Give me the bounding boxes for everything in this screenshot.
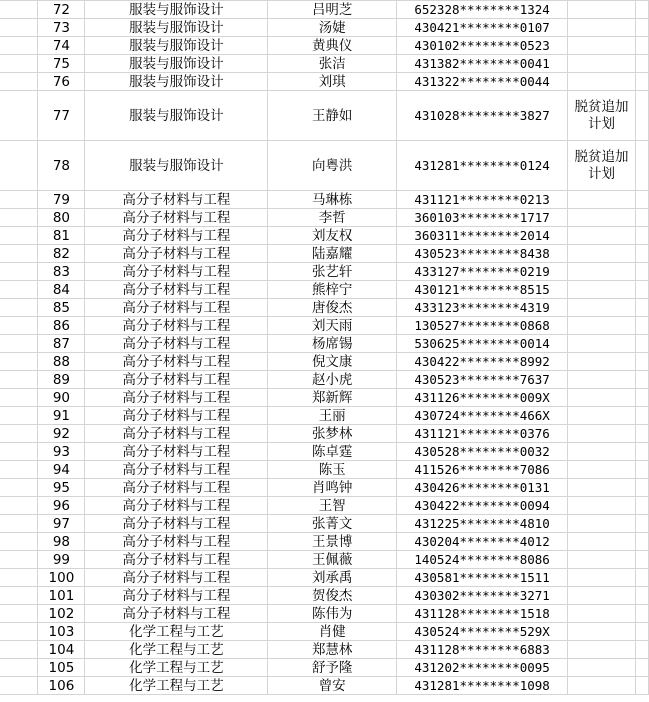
row-number-cell[interactable]: 99: [38, 551, 85, 569]
row-number-cell[interactable]: 74: [38, 37, 85, 55]
note-cell[interactable]: [568, 281, 636, 299]
id-number-cell[interactable]: 431202********0095: [397, 659, 568, 677]
row-number-cell[interactable]: 90: [38, 389, 85, 407]
row-number-cell[interactable]: 88: [38, 353, 85, 371]
row-number-cell[interactable]: 86: [38, 317, 85, 335]
student-name-cell[interactable]: 王景博: [268, 533, 397, 551]
table-row: [0, 245, 649, 263]
note-cell[interactable]: [568, 569, 636, 587]
table-row: [0, 605, 649, 623]
empty-cell[interactable]: [635, 19, 648, 37]
row-header-cell[interactable]: [0, 461, 38, 479]
table-row: [0, 317, 649, 335]
note-cell[interactable]: [568, 515, 636, 533]
table-row: [0, 425, 649, 443]
student-name-cell[interactable]: 贺俊杰: [268, 587, 397, 605]
student-name-cell[interactable]: 肖鸣钟: [268, 479, 397, 497]
id-number-cell[interactable]: 431128********1518: [397, 605, 568, 623]
id-number-cell[interactable]: 652328********1324: [397, 1, 568, 19]
note-cell[interactable]: [568, 263, 636, 281]
note-cell[interactable]: [568, 497, 636, 515]
note-cell[interactable]: [568, 19, 636, 37]
empty-cell[interactable]: [635, 335, 648, 353]
row-header-cell[interactable]: [0, 587, 38, 605]
empty-cell[interactable]: [635, 677, 648, 695]
row-header-cell[interactable]: [0, 91, 38, 141]
note-cell[interactable]: [568, 659, 636, 677]
table-row: [0, 443, 649, 461]
student-name-cell[interactable]: 马琳栋: [268, 191, 397, 209]
table-row: [0, 141, 649, 191]
empty-cell[interactable]: [635, 263, 648, 281]
empty-cell[interactable]: [635, 515, 648, 533]
table-row: [0, 479, 649, 497]
student-name-cell[interactable]: 刘承禹: [268, 569, 397, 587]
id-number-cell[interactable]: 430426********0131: [397, 479, 568, 497]
id-number-cell[interactable]: 431121********0213: [397, 191, 568, 209]
student-name-cell[interactable]: 汤婕: [268, 19, 397, 37]
major-cell[interactable]: 高分子材料与工程: [85, 533, 268, 551]
student-name-cell[interactable]: 王智: [268, 497, 397, 515]
row-header-cell[interactable]: [0, 209, 38, 227]
student-name-cell[interactable]: 刘友权: [268, 227, 397, 245]
student-name-cell[interactable]: 陈卓霆: [268, 443, 397, 461]
major-cell[interactable]: 高分子材料与工程: [85, 191, 268, 209]
note-cell[interactable]: 脱贫追加计划: [568, 91, 636, 141]
student-name-cell[interactable]: 舒予隆: [268, 659, 397, 677]
table-row: [0, 37, 649, 55]
empty-cell[interactable]: [635, 245, 648, 263]
empty-cell[interactable]: [635, 623, 648, 641]
note-cell[interactable]: 脱贫追加计划: [568, 141, 636, 191]
table-row: [0, 551, 649, 569]
row-number-cell[interactable]: 95: [38, 479, 85, 497]
id-number-cell[interactable]: 430724********466X: [397, 407, 568, 425]
row-header-cell[interactable]: [0, 317, 38, 335]
major-cell[interactable]: 高分子材料与工程: [85, 497, 268, 515]
major-cell[interactable]: 高分子材料与工程: [85, 479, 268, 497]
id-number-cell[interactable]: 530625********0014: [397, 335, 568, 353]
empty-cell[interactable]: [635, 37, 648, 55]
row-number-cell[interactable]: 79: [38, 191, 85, 209]
row-header-cell[interactable]: [0, 263, 38, 281]
row-number-cell[interactable]: 101: [38, 587, 85, 605]
id-number-cell[interactable]: 431322********0044: [397, 73, 568, 91]
note-cell[interactable]: [568, 389, 636, 407]
row-header-cell[interactable]: [0, 371, 38, 389]
note-cell[interactable]: [568, 191, 636, 209]
student-name-cell[interactable]: 陈玉: [268, 461, 397, 479]
major-cell[interactable]: 服装与服饰设计: [85, 1, 268, 19]
major-cell[interactable]: 高分子材料与工程: [85, 569, 268, 587]
student-name-cell[interactable]: 张菁文: [268, 515, 397, 533]
id-number-cell[interactable]: 430581********1511: [397, 569, 568, 587]
table-row: [0, 263, 649, 281]
table-row: [0, 533, 649, 551]
row-number-cell[interactable]: 87: [38, 335, 85, 353]
empty-cell[interactable]: [635, 227, 648, 245]
empty-cell[interactable]: [635, 141, 648, 191]
student-name-cell[interactable]: 赵小虎: [268, 371, 397, 389]
note-cell[interactable]: [568, 587, 636, 605]
row-header-cell[interactable]: [0, 55, 38, 73]
note-cell[interactable]: [568, 209, 636, 227]
note-cell[interactable]: [568, 443, 636, 461]
table-body: [0, 1, 649, 695]
note-cell[interactable]: [568, 1, 636, 19]
student-name-cell[interactable]: 张洁: [268, 55, 397, 73]
major-cell[interactable]: 高分子材料与工程: [85, 209, 268, 227]
student-name-cell[interactable]: 张梦林: [268, 425, 397, 443]
empty-cell[interactable]: [635, 407, 648, 425]
row-number-cell[interactable]: 85: [38, 299, 85, 317]
row-number-cell[interactable]: 93: [38, 443, 85, 461]
major-cell[interactable]: 高分子材料与工程: [85, 551, 268, 569]
major-cell[interactable]: 高分子材料与工程: [85, 587, 268, 605]
note-cell[interactable]: [568, 533, 636, 551]
table-row: [0, 19, 649, 37]
major-cell[interactable]: 高分子材料与工程: [85, 263, 268, 281]
row-number-cell[interactable]: 82: [38, 245, 85, 263]
row-number-cell[interactable]: 91: [38, 407, 85, 425]
row-number-cell[interactable]: 72: [38, 1, 85, 19]
major-cell[interactable]: 服装与服饰设计: [85, 91, 268, 141]
id-number-cell[interactable]: 360103********1717: [397, 209, 568, 227]
row-header-cell[interactable]: [0, 299, 38, 317]
id-number-cell[interactable]: 433123********4319: [397, 299, 568, 317]
student-name-cell[interactable]: 曾安: [268, 677, 397, 695]
id-number-cell[interactable]: 431121********0376: [397, 425, 568, 443]
table-row: [0, 55, 649, 73]
student-name-cell[interactable]: 向粤洪: [268, 141, 397, 191]
id-number-cell[interactable]: 430421********0107: [397, 19, 568, 37]
row-number-cell[interactable]: 100: [38, 569, 85, 587]
table-row: [0, 461, 649, 479]
student-name-cell[interactable]: 刘琪: [268, 73, 397, 91]
row-number-cell[interactable]: 96: [38, 497, 85, 515]
row-number-cell[interactable]: 103: [38, 623, 85, 641]
id-number-cell[interactable]: 431128********6883: [397, 641, 568, 659]
row-number-cell[interactable]: 76: [38, 73, 85, 91]
id-number-cell[interactable]: 430524********529X: [397, 623, 568, 641]
table-row: [0, 623, 649, 641]
note-cell[interactable]: [568, 317, 636, 335]
row-header-cell[interactable]: [0, 335, 38, 353]
student-name-cell[interactable]: 郑新辉: [268, 389, 397, 407]
empty-cell[interactable]: [635, 605, 648, 623]
student-name-cell[interactable]: 吕明芝: [268, 1, 397, 19]
student-name-cell[interactable]: 肖健: [268, 623, 397, 641]
major-cell[interactable]: 高分子材料与工程: [85, 317, 268, 335]
table-row: [0, 641, 649, 659]
note-cell[interactable]: [568, 227, 636, 245]
id-number-cell[interactable]: 430121********8515: [397, 281, 568, 299]
row-number-cell[interactable]: 78: [38, 141, 85, 191]
empty-cell[interactable]: [635, 479, 648, 497]
empty-cell[interactable]: [635, 209, 648, 227]
id-number-cell[interactable]: 430302********3271: [397, 587, 568, 605]
row-number-cell[interactable]: 83: [38, 263, 85, 281]
note-cell[interactable]: [568, 623, 636, 641]
table-row: [0, 587, 649, 605]
empty-cell[interactable]: [635, 497, 648, 515]
note-cell[interactable]: [568, 407, 636, 425]
id-number-cell[interactable]: 430422********0094: [397, 497, 568, 515]
major-cell[interactable]: 化学工程与工艺: [85, 641, 268, 659]
empty-cell[interactable]: [635, 73, 648, 91]
empty-cell[interactable]: [635, 281, 648, 299]
major-cell[interactable]: 高分子材料与工程: [85, 407, 268, 425]
row-number-cell[interactable]: 73: [38, 19, 85, 37]
major-cell[interactable]: 化学工程与工艺: [85, 659, 268, 677]
table-row: [0, 353, 649, 371]
note-cell[interactable]: [568, 425, 636, 443]
student-name-cell[interactable]: 王静如: [268, 91, 397, 141]
table-row: [0, 281, 649, 299]
empty-cell[interactable]: [635, 299, 648, 317]
row-number-cell[interactable]: 80: [38, 209, 85, 227]
major-cell[interactable]: 服装与服饰设计: [85, 19, 268, 37]
student-name-cell[interactable]: 郑慧林: [268, 641, 397, 659]
table-row: [0, 1, 649, 19]
row-header-cell[interactable]: [0, 569, 38, 587]
major-cell[interactable]: 高分子材料与工程: [85, 425, 268, 443]
empty-cell[interactable]: [635, 425, 648, 443]
row-number-cell[interactable]: 94: [38, 461, 85, 479]
row-header-cell[interactable]: [0, 281, 38, 299]
row-header-cell[interactable]: [0, 245, 38, 263]
table-row: [0, 191, 649, 209]
row-header-cell[interactable]: [0, 73, 38, 91]
major-cell[interactable]: 高分子材料与工程: [85, 299, 268, 317]
table-row: [0, 335, 649, 353]
table-row: [0, 371, 649, 389]
empty-cell[interactable]: [635, 641, 648, 659]
row-header-cell[interactable]: [0, 37, 38, 55]
major-cell[interactable]: 服装与服饰设计: [85, 37, 268, 55]
note-cell[interactable]: [568, 73, 636, 91]
major-cell[interactable]: 高分子材料与工程: [85, 515, 268, 533]
id-number-cell[interactable]: 433127********0219: [397, 263, 568, 281]
student-name-cell[interactable]: 杨席锡: [268, 335, 397, 353]
note-cell[interactable]: [568, 335, 636, 353]
id-number-cell[interactable]: 360311********2014: [397, 227, 568, 245]
empty-cell[interactable]: [635, 587, 648, 605]
note-cell[interactable]: [568, 37, 636, 55]
note-cell[interactable]: [568, 353, 636, 371]
table-row: [0, 209, 649, 227]
major-cell[interactable]: 高分子材料与工程: [85, 281, 268, 299]
empty-cell[interactable]: [635, 551, 648, 569]
table-row: [0, 569, 649, 587]
major-cell[interactable]: 高分子材料与工程: [85, 245, 268, 263]
note-cell[interactable]: [568, 479, 636, 497]
student-name-cell[interactable]: 倪文康: [268, 353, 397, 371]
empty-cell[interactable]: [635, 191, 648, 209]
id-number-cell[interactable]: 431281********1098: [397, 677, 568, 695]
row-header-cell[interactable]: [0, 497, 38, 515]
student-name-cell[interactable]: 张艺轩: [268, 263, 397, 281]
row-header-cell[interactable]: [0, 515, 38, 533]
table-row: [0, 299, 649, 317]
id-number-cell[interactable]: 430528********0032: [397, 443, 568, 461]
table-row: [0, 407, 649, 425]
id-number-cell[interactable]: 431126********009X: [397, 389, 568, 407]
row-number-cell[interactable]: 106: [38, 677, 85, 695]
major-cell[interactable]: 高分子材料与工程: [85, 353, 268, 371]
row-header-cell[interactable]: [0, 659, 38, 677]
note-cell[interactable]: [568, 245, 636, 263]
empty-cell[interactable]: [635, 55, 648, 73]
note-cell[interactable]: [568, 371, 636, 389]
row-header-cell[interactable]: [0, 191, 38, 209]
empty-cell[interactable]: [635, 371, 648, 389]
major-cell[interactable]: 高分子材料与工程: [85, 389, 268, 407]
id-number-cell[interactable]: 430204********4012: [397, 533, 568, 551]
row-header-cell[interactable]: [0, 353, 38, 371]
student-name-cell[interactable]: 王丽: [268, 407, 397, 425]
major-cell[interactable]: 化学工程与工艺: [85, 677, 268, 695]
row-header-cell[interactable]: [0, 425, 38, 443]
table-row: [0, 497, 649, 515]
table-row: [0, 227, 649, 245]
major-cell[interactable]: 高分子材料与工程: [85, 443, 268, 461]
empty-cell[interactable]: [635, 353, 648, 371]
row-number-cell[interactable]: 84: [38, 281, 85, 299]
row-header-cell[interactable]: [0, 479, 38, 497]
row-number-cell[interactable]: 92: [38, 425, 85, 443]
row-number-cell[interactable]: 102: [38, 605, 85, 623]
empty-cell[interactable]: [635, 533, 648, 551]
row-header-cell[interactable]: [0, 623, 38, 641]
id-number-cell[interactable]: 430523********7637: [397, 371, 568, 389]
empty-cell[interactable]: [635, 389, 648, 407]
empty-cell[interactable]: [635, 569, 648, 587]
table-row: [0, 91, 649, 141]
major-cell[interactable]: 高分子材料与工程: [85, 461, 268, 479]
row-number-cell[interactable]: 89: [38, 371, 85, 389]
student-name-cell[interactable]: 陈伟为: [268, 605, 397, 623]
student-name-cell[interactable]: 李哲: [268, 209, 397, 227]
note-cell[interactable]: [568, 677, 636, 695]
id-number-cell[interactable]: 430422********8992: [397, 353, 568, 371]
note-cell[interactable]: [568, 55, 636, 73]
note-cell[interactable]: [568, 605, 636, 623]
row-header-cell[interactable]: [0, 407, 38, 425]
row-header-cell[interactable]: [0, 641, 38, 659]
student-name-cell[interactable]: 王佩薇: [268, 551, 397, 569]
table-row: [0, 659, 649, 677]
major-cell[interactable]: 服装与服饰设计: [85, 141, 268, 191]
row-number-cell[interactable]: 75: [38, 55, 85, 73]
major-cell[interactable]: 服装与服饰设计: [85, 55, 268, 73]
row-header-cell[interactable]: [0, 141, 38, 191]
id-number-cell[interactable]: 140524********8086: [397, 551, 568, 569]
table-row: [0, 515, 649, 533]
row-number-cell[interactable]: 81: [38, 227, 85, 245]
row-header-cell[interactable]: [0, 389, 38, 407]
student-name-cell[interactable]: 唐俊杰: [268, 299, 397, 317]
empty-cell[interactable]: [635, 461, 648, 479]
table-row: [0, 677, 649, 695]
id-number-cell[interactable]: 431225********4810: [397, 515, 568, 533]
major-cell[interactable]: 高分子材料与工程: [85, 605, 268, 623]
row-header-cell[interactable]: [0, 677, 38, 695]
row-header-cell[interactable]: [0, 443, 38, 461]
empty-cell[interactable]: [635, 443, 648, 461]
id-number-cell[interactable]: 411526********7086: [397, 461, 568, 479]
student-name-cell[interactable]: 熊梓宁: [268, 281, 397, 299]
empty-cell[interactable]: [635, 659, 648, 677]
row-header-cell[interactable]: [0, 1, 38, 19]
row-header-cell[interactable]: [0, 19, 38, 37]
note-cell[interactable]: [568, 299, 636, 317]
major-cell[interactable]: 高分子材料与工程: [85, 227, 268, 245]
note-cell[interactable]: [568, 641, 636, 659]
id-number-cell[interactable]: 130527********0868: [397, 317, 568, 335]
row-header-cell[interactable]: [0, 605, 38, 623]
id-number-cell[interactable]: 430523********8438: [397, 245, 568, 263]
empty-cell[interactable]: [635, 317, 648, 335]
row-number-cell[interactable]: 98: [38, 533, 85, 551]
major-cell[interactable]: 化学工程与工艺: [85, 623, 268, 641]
row-header-cell[interactable]: [0, 227, 38, 245]
id-number-cell[interactable]: 431382********0041: [397, 55, 568, 73]
row-header-cell[interactable]: [0, 551, 38, 569]
table-row: [0, 389, 649, 407]
id-number-cell[interactable]: 431028********3827: [397, 91, 568, 141]
major-cell[interactable]: 高分子材料与工程: [85, 371, 268, 389]
student-name-cell[interactable]: 刘天雨: [268, 317, 397, 335]
note-cell[interactable]: [568, 551, 636, 569]
empty-cell[interactable]: [635, 1, 648, 19]
major-cell[interactable]: 高分子材料与工程: [85, 335, 268, 353]
note-cell[interactable]: [568, 461, 636, 479]
table-row: [0, 73, 649, 91]
row-header-cell[interactable]: [0, 533, 38, 551]
student-name-cell[interactable]: 黄典仪: [268, 37, 397, 55]
empty-cell[interactable]: [635, 91, 648, 141]
row-number-cell[interactable]: 77: [38, 91, 85, 141]
id-number-cell[interactable]: 431281********0124: [397, 141, 568, 191]
row-number-cell[interactable]: 104: [38, 641, 85, 659]
row-number-cell[interactable]: 105: [38, 659, 85, 677]
student-name-cell[interactable]: 陆嘉耀: [268, 245, 397, 263]
row-number-cell[interactable]: 97: [38, 515, 85, 533]
id-number-cell[interactable]: 430102********0523: [397, 37, 568, 55]
major-cell[interactable]: 服装与服饰设计: [85, 73, 268, 91]
